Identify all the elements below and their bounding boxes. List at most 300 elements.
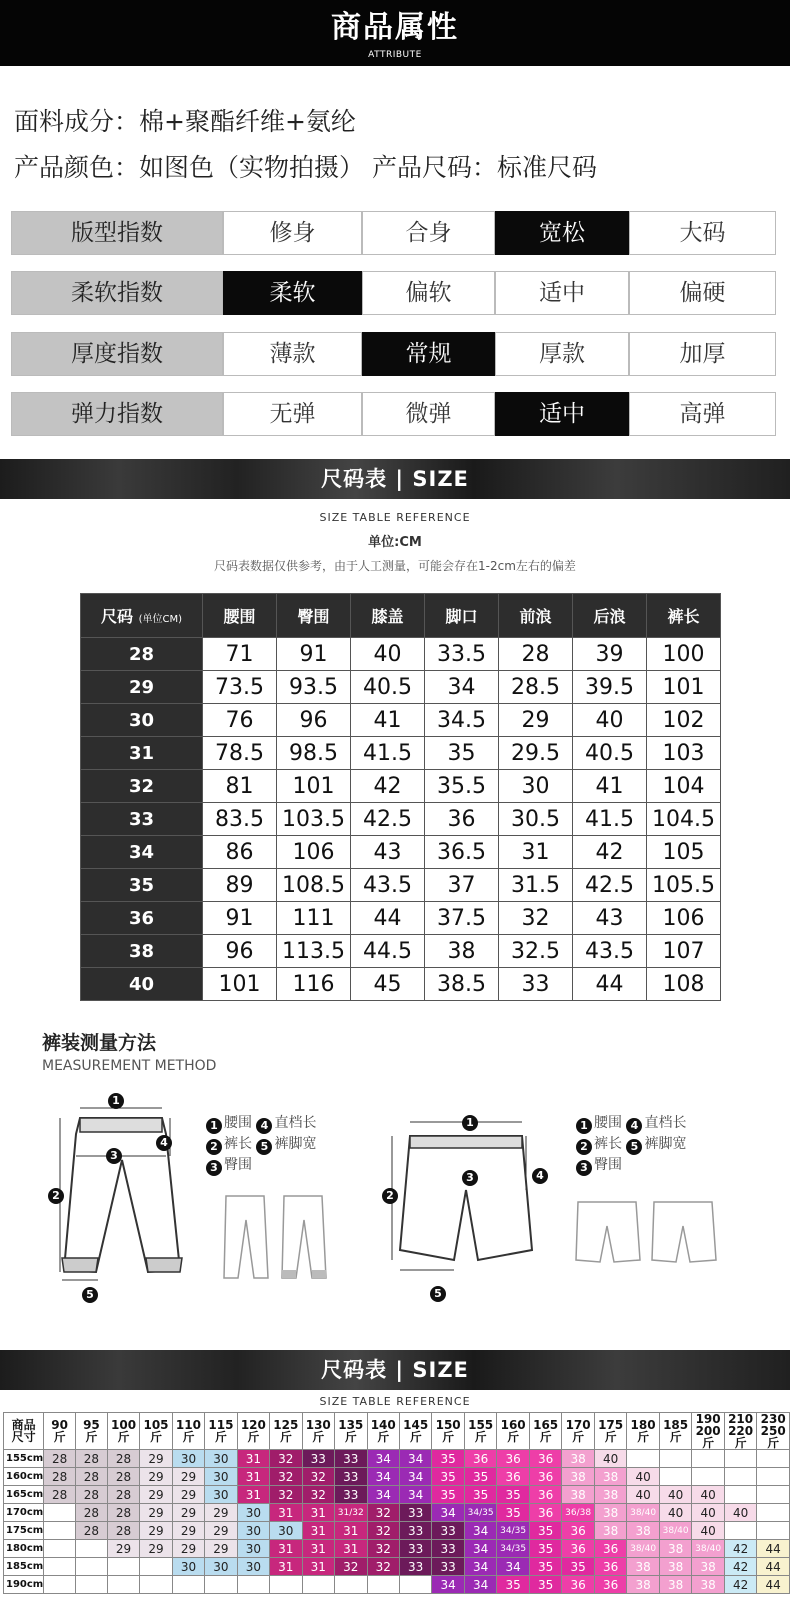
size-cell: 31 bbox=[270, 1558, 302, 1576]
size-cell: 33 bbox=[302, 1450, 334, 1468]
measure-cell: 38 bbox=[425, 935, 499, 968]
size-cell: 42 bbox=[724, 1540, 756, 1558]
weight-header: 180 斤 bbox=[627, 1413, 660, 1450]
measure-cell: 96 bbox=[203, 935, 277, 968]
size-cell: 36 bbox=[529, 1504, 561, 1522]
size-cell: 28 bbox=[81, 638, 203, 671]
weight-header: 145 斤 bbox=[399, 1413, 431, 1450]
size-cell: 31 bbox=[302, 1540, 334, 1558]
size-cell bbox=[44, 1576, 76, 1594]
size-cell: 36 bbox=[464, 1450, 497, 1468]
weight-header: 175 斤 bbox=[594, 1413, 626, 1450]
size-cell: 35 bbox=[529, 1540, 561, 1558]
measure-cell: 41 bbox=[351, 704, 425, 737]
measure-cell: 108 bbox=[647, 968, 721, 1001]
attribute-option: 厚款 bbox=[495, 332, 629, 376]
size-cell: 33 bbox=[399, 1504, 431, 1522]
height-cell: 160cm bbox=[4, 1468, 44, 1486]
color-size-info: 产品颜色：如图色（实物拍摄） 产品尺码：标准尺码 bbox=[14, 153, 597, 182]
height-cell: 170cm bbox=[4, 1504, 44, 1522]
measure-cell: 101 bbox=[647, 671, 721, 704]
banner-subtitle: ATTRIBUTE bbox=[368, 50, 422, 60]
measure-cell: 76 bbox=[203, 704, 277, 737]
size-cell: 29 bbox=[205, 1522, 237, 1540]
size-cell: 32 bbox=[335, 1558, 368, 1576]
size-cell: 40 bbox=[692, 1486, 725, 1504]
shorts-marker-1: 1 bbox=[462, 1110, 480, 1131]
measure-cell: 103.5 bbox=[277, 803, 351, 836]
size-cell: 35 bbox=[432, 1450, 464, 1468]
attribute-row bbox=[11, 271, 776, 315]
size-header bbox=[81, 594, 203, 638]
pants-marker-1: 1 bbox=[42, 1088, 126, 1109]
size-cell: 38 bbox=[627, 1522, 660, 1540]
size-cell: 32 bbox=[270, 1468, 302, 1486]
size-col-header: 膝盖 bbox=[351, 594, 425, 638]
size-cell: 35 bbox=[529, 1576, 561, 1594]
size-cell: 32 bbox=[270, 1486, 302, 1504]
height-cell: 185cm bbox=[4, 1558, 44, 1576]
size-cell: 36 bbox=[562, 1522, 595, 1540]
size-cell: 29 bbox=[107, 1540, 139, 1558]
size-cell: 33 bbox=[335, 1450, 368, 1468]
measure-cell: 28 bbox=[499, 638, 573, 671]
size-col-header: 裤长 bbox=[647, 594, 721, 638]
measure-cell: 31.5 bbox=[499, 869, 573, 902]
size-cell: 36 bbox=[529, 1486, 561, 1504]
measure-cell: 33 bbox=[499, 968, 573, 1001]
size-cell: 33 bbox=[81, 803, 203, 836]
size-cell: 29 bbox=[172, 1540, 204, 1558]
pants-marker-4: 4 bbox=[156, 1130, 174, 1151]
measure-cell: 102 bbox=[647, 704, 721, 737]
measure-cell: 43 bbox=[351, 836, 425, 869]
size-cell: 36 bbox=[594, 1540, 626, 1558]
size-cell: 28 bbox=[107, 1450, 139, 1468]
weight-header: 165 斤 bbox=[529, 1413, 561, 1450]
size-cell: 30 bbox=[237, 1522, 269, 1540]
measure-cell: 105.5 bbox=[647, 869, 721, 902]
size-cell: 29 bbox=[140, 1486, 172, 1504]
size-cell: 34 bbox=[432, 1504, 464, 1522]
size-header-unit: (单位CM) bbox=[138, 614, 182, 625]
size-cell: 38 bbox=[562, 1450, 595, 1468]
size-cell: 34 bbox=[81, 836, 203, 869]
size-cell: 38 bbox=[627, 1576, 660, 1594]
table-row bbox=[81, 638, 721, 671]
size-cell: 28 bbox=[76, 1522, 108, 1540]
size-cell: 38 bbox=[81, 935, 203, 968]
weight-header: 95 斤 bbox=[76, 1413, 108, 1450]
weight-header: 160 斤 bbox=[497, 1413, 530, 1450]
weight-header: 140 斤 bbox=[367, 1413, 399, 1450]
size-cell: 32 bbox=[367, 1558, 399, 1576]
size-cell: 38 bbox=[562, 1468, 595, 1486]
pants-marker-5: 5 bbox=[82, 1282, 100, 1303]
weight-header: 190 200斤 bbox=[692, 1413, 725, 1450]
size-cell: 36 bbox=[81, 902, 203, 935]
measure-cell: 29 bbox=[499, 704, 573, 737]
size-cell bbox=[44, 1558, 76, 1576]
attribute-option: 加厚 bbox=[629, 332, 776, 376]
size-cell: 38 bbox=[594, 1504, 626, 1522]
attribute-option: 柔软 bbox=[223, 271, 362, 315]
size-cell: 31 bbox=[237, 1450, 269, 1468]
size-cell: 29 bbox=[140, 1522, 172, 1540]
pants-sketch bbox=[218, 1190, 338, 1285]
table-row bbox=[81, 836, 721, 869]
size-cell bbox=[335, 1576, 368, 1594]
height-cell: 165cm bbox=[4, 1486, 44, 1504]
size-cell bbox=[76, 1558, 108, 1576]
weight-header: 150 斤 bbox=[432, 1413, 464, 1450]
measure-cell: 41 bbox=[573, 770, 647, 803]
table-row bbox=[81, 737, 721, 770]
measure-cell: 39.5 bbox=[573, 671, 647, 704]
size-cell: 31 bbox=[335, 1522, 368, 1540]
measure-cell: 31 bbox=[499, 836, 573, 869]
attribute-label: 厚度指数 bbox=[11, 332, 223, 376]
attribute-option: 偏硬 bbox=[629, 271, 776, 315]
measure-cell: 41.5 bbox=[573, 803, 647, 836]
size-cell: 35 bbox=[529, 1558, 561, 1576]
size-cell: 36 bbox=[562, 1540, 595, 1558]
weight-header: 120 斤 bbox=[237, 1413, 269, 1450]
size-cell bbox=[399, 1576, 431, 1594]
size-cell: 36 bbox=[529, 1450, 561, 1468]
height-cell: 180cm bbox=[4, 1540, 44, 1558]
size-cell: 31 bbox=[302, 1558, 334, 1576]
size-cell: 31 bbox=[335, 1540, 368, 1558]
measure-cell: 40 bbox=[573, 704, 647, 737]
measure-cell: 42.5 bbox=[573, 869, 647, 902]
size-cell: 29 bbox=[81, 671, 203, 704]
size-cell bbox=[692, 1450, 725, 1468]
size-cell: 28 bbox=[107, 1522, 139, 1540]
size-cell: 38 bbox=[594, 1486, 626, 1504]
measure-cell: 36.5 bbox=[425, 836, 499, 869]
attribute-option: 微弹 bbox=[362, 392, 495, 436]
size-cell: 29 bbox=[172, 1486, 204, 1504]
attribute-option: 薄款 bbox=[223, 332, 362, 376]
size-cell: 34/35 bbox=[497, 1522, 530, 1540]
size-cell bbox=[107, 1558, 139, 1576]
measure-cell: 40 bbox=[351, 638, 425, 671]
measure-cell: 43 bbox=[573, 902, 647, 935]
size-cell bbox=[659, 1450, 692, 1468]
measure-cell: 91 bbox=[277, 638, 351, 671]
attribute-option: 大码 bbox=[629, 211, 776, 255]
size-cell: 40 bbox=[724, 1504, 756, 1522]
weight-header: 125 斤 bbox=[270, 1413, 302, 1450]
size-cell: 35 bbox=[432, 1486, 464, 1504]
measure-cell: 29.5 bbox=[499, 737, 573, 770]
attribute-option: 适中 bbox=[495, 392, 629, 436]
table-row bbox=[4, 1576, 790, 1594]
size-cell bbox=[757, 1486, 790, 1504]
measure-cell: 32 bbox=[499, 902, 573, 935]
measure-cell: 106 bbox=[277, 836, 351, 869]
size-cell: 34 bbox=[399, 1468, 431, 1486]
size-cell: 40 bbox=[659, 1486, 692, 1504]
size-col-header: 脚口 bbox=[425, 594, 499, 638]
measure-cell: 116 bbox=[277, 968, 351, 1001]
measure-cell: 33.5 bbox=[425, 638, 499, 671]
method-subtitle: MEASUREMENT METHOD bbox=[42, 1058, 217, 1074]
table-row bbox=[4, 1486, 790, 1504]
size-cell: 40 bbox=[627, 1468, 660, 1486]
size-cell bbox=[692, 1468, 725, 1486]
size-cell: 38 bbox=[659, 1576, 692, 1594]
size-cell: 29 bbox=[140, 1540, 172, 1558]
size-cell: 31/32 bbox=[335, 1504, 368, 1522]
size-cell: 40 bbox=[627, 1486, 660, 1504]
pants-marker-3: 3 bbox=[106, 1143, 124, 1164]
size-cell bbox=[757, 1450, 790, 1468]
measure-cell: 42 bbox=[573, 836, 647, 869]
table-row bbox=[81, 770, 721, 803]
measure-cell: 42.5 bbox=[351, 803, 425, 836]
size-cell: 34 bbox=[367, 1486, 399, 1504]
size-cell: 30 bbox=[81, 704, 203, 737]
size-cell: 32 bbox=[367, 1540, 399, 1558]
weight-header: 90 斤 bbox=[44, 1413, 76, 1450]
shorts-diagram bbox=[382, 1110, 552, 1285]
attribute-option: 常规 bbox=[362, 332, 495, 376]
size-cell: 33 bbox=[432, 1540, 464, 1558]
chart2-bar: 尺码表 | SIZE bbox=[0, 1350, 790, 1390]
size-cell: 42 bbox=[724, 1558, 756, 1576]
size-cell bbox=[140, 1558, 172, 1576]
measure-cell: 32.5 bbox=[499, 935, 573, 968]
size-cell: 34 bbox=[464, 1576, 497, 1594]
size-cell: 33 bbox=[432, 1522, 464, 1540]
size-cell: 33 bbox=[399, 1522, 431, 1540]
weight-header: 135 斤 bbox=[335, 1413, 368, 1450]
measure-cell: 81 bbox=[203, 770, 277, 803]
size-cell: 33 bbox=[399, 1558, 431, 1576]
size-cell: 36 bbox=[562, 1576, 595, 1594]
size-cell: 36/38 bbox=[562, 1504, 595, 1522]
size-header-label: 尺码 bbox=[100, 607, 133, 626]
size-cell: 44 bbox=[757, 1540, 790, 1558]
size-cell: 30 bbox=[205, 1486, 237, 1504]
size-cell: 30 bbox=[172, 1558, 204, 1576]
size-cell bbox=[757, 1522, 790, 1540]
size-cell bbox=[627, 1450, 660, 1468]
size-reference: SIZE TABLE REFERENCE bbox=[319, 511, 471, 524]
size-col-header: 后浪 bbox=[573, 594, 647, 638]
shorts-legend: 1 腰围 4 直档长 2 裤长 5 裤脚宽 3 臀围 bbox=[576, 1113, 686, 1176]
attribute-option: 无弹 bbox=[223, 392, 362, 436]
size-cell: 33 bbox=[432, 1558, 464, 1576]
measure-cell: 78.5 bbox=[203, 737, 277, 770]
table-row bbox=[81, 902, 721, 935]
measure-cell: 45 bbox=[351, 968, 425, 1001]
size-cell: 28 bbox=[107, 1486, 139, 1504]
size-cell bbox=[724, 1486, 756, 1504]
chart2-reference: SIZE TABLE REFERENCE bbox=[319, 1395, 471, 1408]
measure-cell: 44.5 bbox=[351, 935, 425, 968]
measure-cell: 89 bbox=[203, 869, 277, 902]
size-cell bbox=[724, 1468, 756, 1486]
size-cell: 29 bbox=[205, 1540, 237, 1558]
size-cell: 34 bbox=[464, 1540, 497, 1558]
size-cell: 32 bbox=[302, 1486, 334, 1504]
size-cell: 30 bbox=[237, 1558, 269, 1576]
attribute-option: 合身 bbox=[362, 211, 495, 255]
size-cell: 33 bbox=[399, 1540, 431, 1558]
measure-cell: 42 bbox=[351, 770, 425, 803]
size-cell: 35 bbox=[497, 1504, 530, 1522]
size-cell: 34 bbox=[367, 1468, 399, 1486]
table-row bbox=[4, 1558, 790, 1576]
pants-legend: 1 腰围 4 直档长 2 裤长 5 裤脚宽 3 臀围 bbox=[206, 1113, 316, 1176]
size-cell bbox=[107, 1576, 139, 1594]
size-cell: 31 bbox=[237, 1468, 269, 1486]
size-cell: 34/35 bbox=[464, 1504, 497, 1522]
size-cell: 35 bbox=[81, 869, 203, 902]
size-cell bbox=[76, 1576, 108, 1594]
size-cell: 30 bbox=[237, 1540, 269, 1558]
measure-cell: 28.5 bbox=[499, 671, 573, 704]
measure-cell: 105 bbox=[647, 836, 721, 869]
size-cell: 36 bbox=[497, 1468, 530, 1486]
size-cell: 31 bbox=[237, 1486, 269, 1504]
weight-header: 110 斤 bbox=[172, 1413, 204, 1450]
size-section-bar: 尺码表 | SIZE bbox=[0, 459, 790, 499]
size-cell: 35 bbox=[497, 1576, 530, 1594]
chart2-corner: 商品 尺寸 bbox=[4, 1413, 44, 1450]
height-cell: 175cm bbox=[4, 1522, 44, 1540]
size-cell: 29 bbox=[172, 1504, 204, 1522]
size-cell: 29 bbox=[140, 1468, 172, 1486]
measure-cell: 36 bbox=[425, 803, 499, 836]
measure-cell: 38.5 bbox=[425, 968, 499, 1001]
attribute-row bbox=[11, 332, 776, 376]
size-col-header: 臀围 bbox=[277, 594, 351, 638]
size-unit: 单位:CM bbox=[368, 535, 422, 550]
weight-header: 210 220斤 bbox=[724, 1413, 756, 1450]
measure-cell: 30.5 bbox=[499, 803, 573, 836]
attribute-option: 宽松 bbox=[495, 211, 629, 255]
measure-cell: 40.5 bbox=[351, 671, 425, 704]
measure-cell: 113.5 bbox=[277, 935, 351, 968]
measure-cell: 100 bbox=[647, 638, 721, 671]
size-cell: 36 bbox=[594, 1558, 626, 1576]
shorts-sketch bbox=[574, 1196, 724, 1271]
size-cell: 38 bbox=[692, 1558, 725, 1576]
size-cell bbox=[367, 1576, 399, 1594]
measure-cell: 107 bbox=[647, 935, 721, 968]
shorts-marker-5: 5 bbox=[430, 1281, 448, 1302]
size-cell: 34 bbox=[399, 1450, 431, 1468]
size-cell bbox=[44, 1504, 76, 1522]
measure-cell: 41.5 bbox=[351, 737, 425, 770]
size-cell: 38 bbox=[692, 1576, 725, 1594]
attribute-option: 适中 bbox=[495, 271, 629, 315]
size-table bbox=[80, 593, 721, 1001]
size-cell bbox=[270, 1576, 302, 1594]
size-cell: 38/40 bbox=[627, 1504, 660, 1522]
pants-marker-2: 2 bbox=[48, 1183, 66, 1204]
size-cell: 32 bbox=[81, 770, 203, 803]
table-row bbox=[81, 968, 721, 1001]
size-col-header: 腰围 bbox=[203, 594, 277, 638]
size-cell: 30 bbox=[172, 1450, 204, 1468]
size-cell: 31 bbox=[81, 737, 203, 770]
size-cell: 29 bbox=[172, 1468, 204, 1486]
size-cell: 34/35 bbox=[497, 1540, 530, 1558]
size-cell: 28 bbox=[107, 1504, 139, 1522]
size-cell: 38 bbox=[594, 1468, 626, 1486]
size-cell: 35 bbox=[497, 1486, 530, 1504]
size-cell bbox=[757, 1504, 790, 1522]
measure-cell: 35.5 bbox=[425, 770, 499, 803]
size-cell bbox=[76, 1540, 108, 1558]
size-cell: 31 bbox=[302, 1504, 334, 1522]
size-cell: 30 bbox=[270, 1522, 302, 1540]
size-cell: 28 bbox=[44, 1468, 76, 1486]
size-cell: 42 bbox=[724, 1576, 756, 1594]
size-cell: 32 bbox=[302, 1468, 334, 1486]
shorts-marker-2: 2 bbox=[382, 1183, 400, 1204]
measure-cell: 106 bbox=[647, 902, 721, 935]
weight-header: 130 斤 bbox=[302, 1413, 334, 1450]
size-cell: 28 bbox=[44, 1486, 76, 1504]
measure-cell: 83.5 bbox=[203, 803, 277, 836]
method-title: 裤装测量方法 bbox=[42, 1032, 157, 1054]
size-cell: 35 bbox=[529, 1522, 561, 1540]
size-cell: 35 bbox=[432, 1468, 464, 1486]
measure-cell: 71 bbox=[203, 638, 277, 671]
size-cell bbox=[205, 1576, 237, 1594]
measure-cell: 101 bbox=[203, 968, 277, 1001]
size-cell: 32 bbox=[270, 1450, 302, 1468]
weight-header: 170 斤 bbox=[562, 1413, 595, 1450]
attribute-option: 修身 bbox=[223, 211, 362, 255]
measure-cell: 44 bbox=[573, 968, 647, 1001]
size-cell: 38 bbox=[659, 1540, 692, 1558]
size-cell: 34 bbox=[399, 1486, 431, 1504]
size-cell: 28 bbox=[76, 1486, 108, 1504]
size-cell: 28 bbox=[76, 1468, 108, 1486]
measure-cell: 34 bbox=[425, 671, 499, 704]
measure-cell: 103 bbox=[647, 737, 721, 770]
size-cell: 38/40 bbox=[659, 1522, 692, 1540]
size-cell: 31 bbox=[302, 1522, 334, 1540]
size-cell bbox=[302, 1576, 334, 1594]
size-cell: 33 bbox=[335, 1468, 368, 1486]
size-cell: 28 bbox=[76, 1450, 108, 1468]
size-cell: 38 bbox=[562, 1486, 595, 1504]
attribute-label: 版型指数 bbox=[11, 211, 223, 255]
size-cell: 36 bbox=[594, 1576, 626, 1594]
size-cell: 38 bbox=[627, 1558, 660, 1576]
table-row bbox=[81, 671, 721, 704]
measure-cell: 44 bbox=[351, 902, 425, 935]
size-note: 尺码表数据仅供参考，由于人工测量，可能会存在1-2cm左右的偏差 bbox=[214, 559, 576, 573]
size-cell: 31 bbox=[270, 1504, 302, 1522]
measure-cell: 43.5 bbox=[573, 935, 647, 968]
measure-cell: 73.5 bbox=[203, 671, 277, 704]
measure-cell: 104.5 bbox=[647, 803, 721, 836]
size-cell: 40 bbox=[81, 968, 203, 1001]
size-cell bbox=[757, 1468, 790, 1486]
weight-header: 105 斤 bbox=[140, 1413, 172, 1450]
size-cell: 32 bbox=[367, 1522, 399, 1540]
measure-cell: 104 bbox=[647, 770, 721, 803]
